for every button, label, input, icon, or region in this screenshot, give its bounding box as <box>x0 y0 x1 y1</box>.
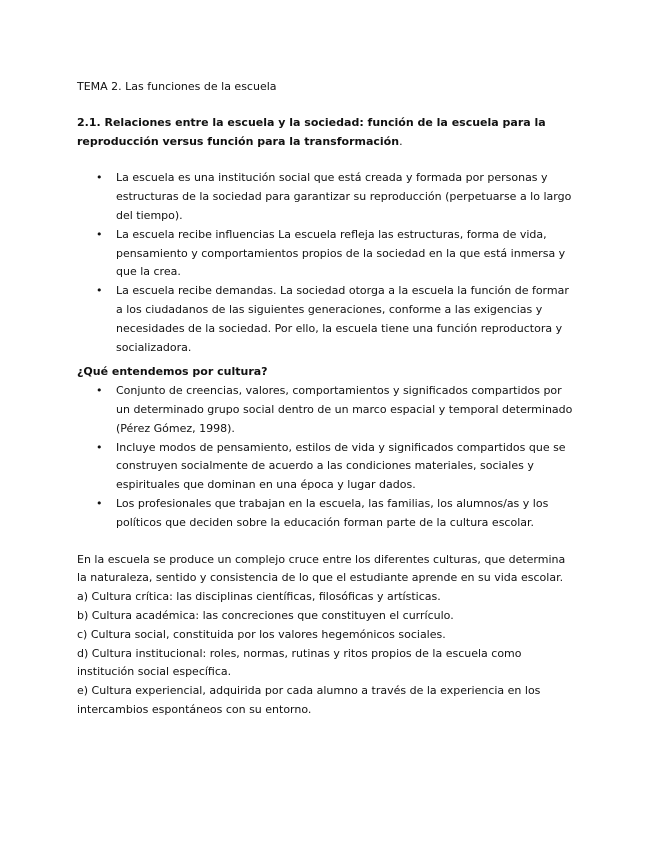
section-heading <box>77 114 577 152</box>
culture-definition-list <box>77 382 577 532</box>
culture-type-item: a) Cultura crítica: las disciplinas científicas, filosóficas y artísticas. <box>77 590 441 604</box>
section-heading-suffix: . <box>399 134 403 148</box>
culture-type-item: b) Cultura académica: las concreciones que constituyen el currículo. <box>77 608 454 622</box>
list-item: • Conjunto de creencias, valores, comportamientos y significados compartidos por un determinado grupo social dentro de un marco espacial y temporal determinado (Pérez Gómez, 1998). <box>77 382 577 438</box>
culture-type-item: e) Cultura experiencial, adquirida por cada alumno a través de la experiencia en los intercambios espontáneos con su entorno. <box>77 684 541 716</box>
list-item: • Los profesionales que trabajan en la escuela, las familias, los alumnos/as y los políticos que deciden sobre la educación forman parte de la cultura escolar. <box>77 495 577 533</box>
culture-heading: ¿Qué entendemos por cultura? <box>77 365 268 379</box>
culture-type-item: c) Cultura social, constituida por los valores hegemónicos sociales. <box>77 627 446 641</box>
culture-type-item: d) Cultura institucional: roles, normas, rutinas y ritos propios de la escuela como institución social específica. <box>77 646 522 679</box>
list-item: • La escuela es una institución social que está creada y formada por personas y estructuras de la sociedad para garantizar su reproducción (perpetuarse a lo largo del tiempo). <box>77 169 577 225</box>
list-item: • La escuela recibe influencias La escuela refleja las estructuras, forma de vida, pensamiento y comportamientos propios de la sociedad en la que está inmersa y que la crea. <box>77 226 577 282</box>
culture-types-list <box>77 588 577 720</box>
document-title: TEMA 2. Las funciones de la escuela <box>77 80 277 93</box>
list-item: • La escuela recibe demandas. La sociedad otorga a la escuela la función de formar a los ciudadanos de las siguientes generaciones, conforme a las exigencias y necesidades de la sociedad. Por ello, la escuela tiene una función reproductora y socializadora. <box>77 282 577 357</box>
section-heading-text: 2.1. Relaciones entre la escuela y la sociedad: función de la escuela para la reproducción versus función para la transformación <box>77 115 546 148</box>
document-page <box>77 78 577 720</box>
closing-paragraph: En la escuela se produce un complejo cruce entre los diferentes culturas, que determina la naturaleza, sentido y consistencia de lo que el estudiante aprende en su vida escolar. <box>77 552 566 585</box>
list-item: • Incluye modos de pensamiento, estilos de vida y significados compartidos que se construyen socialmente de acuerdo a las condiciones materiales, sociales y espirituales que dominan en una época y lugar dados. <box>77 439 577 495</box>
school-functions-list <box>77 169 577 357</box>
